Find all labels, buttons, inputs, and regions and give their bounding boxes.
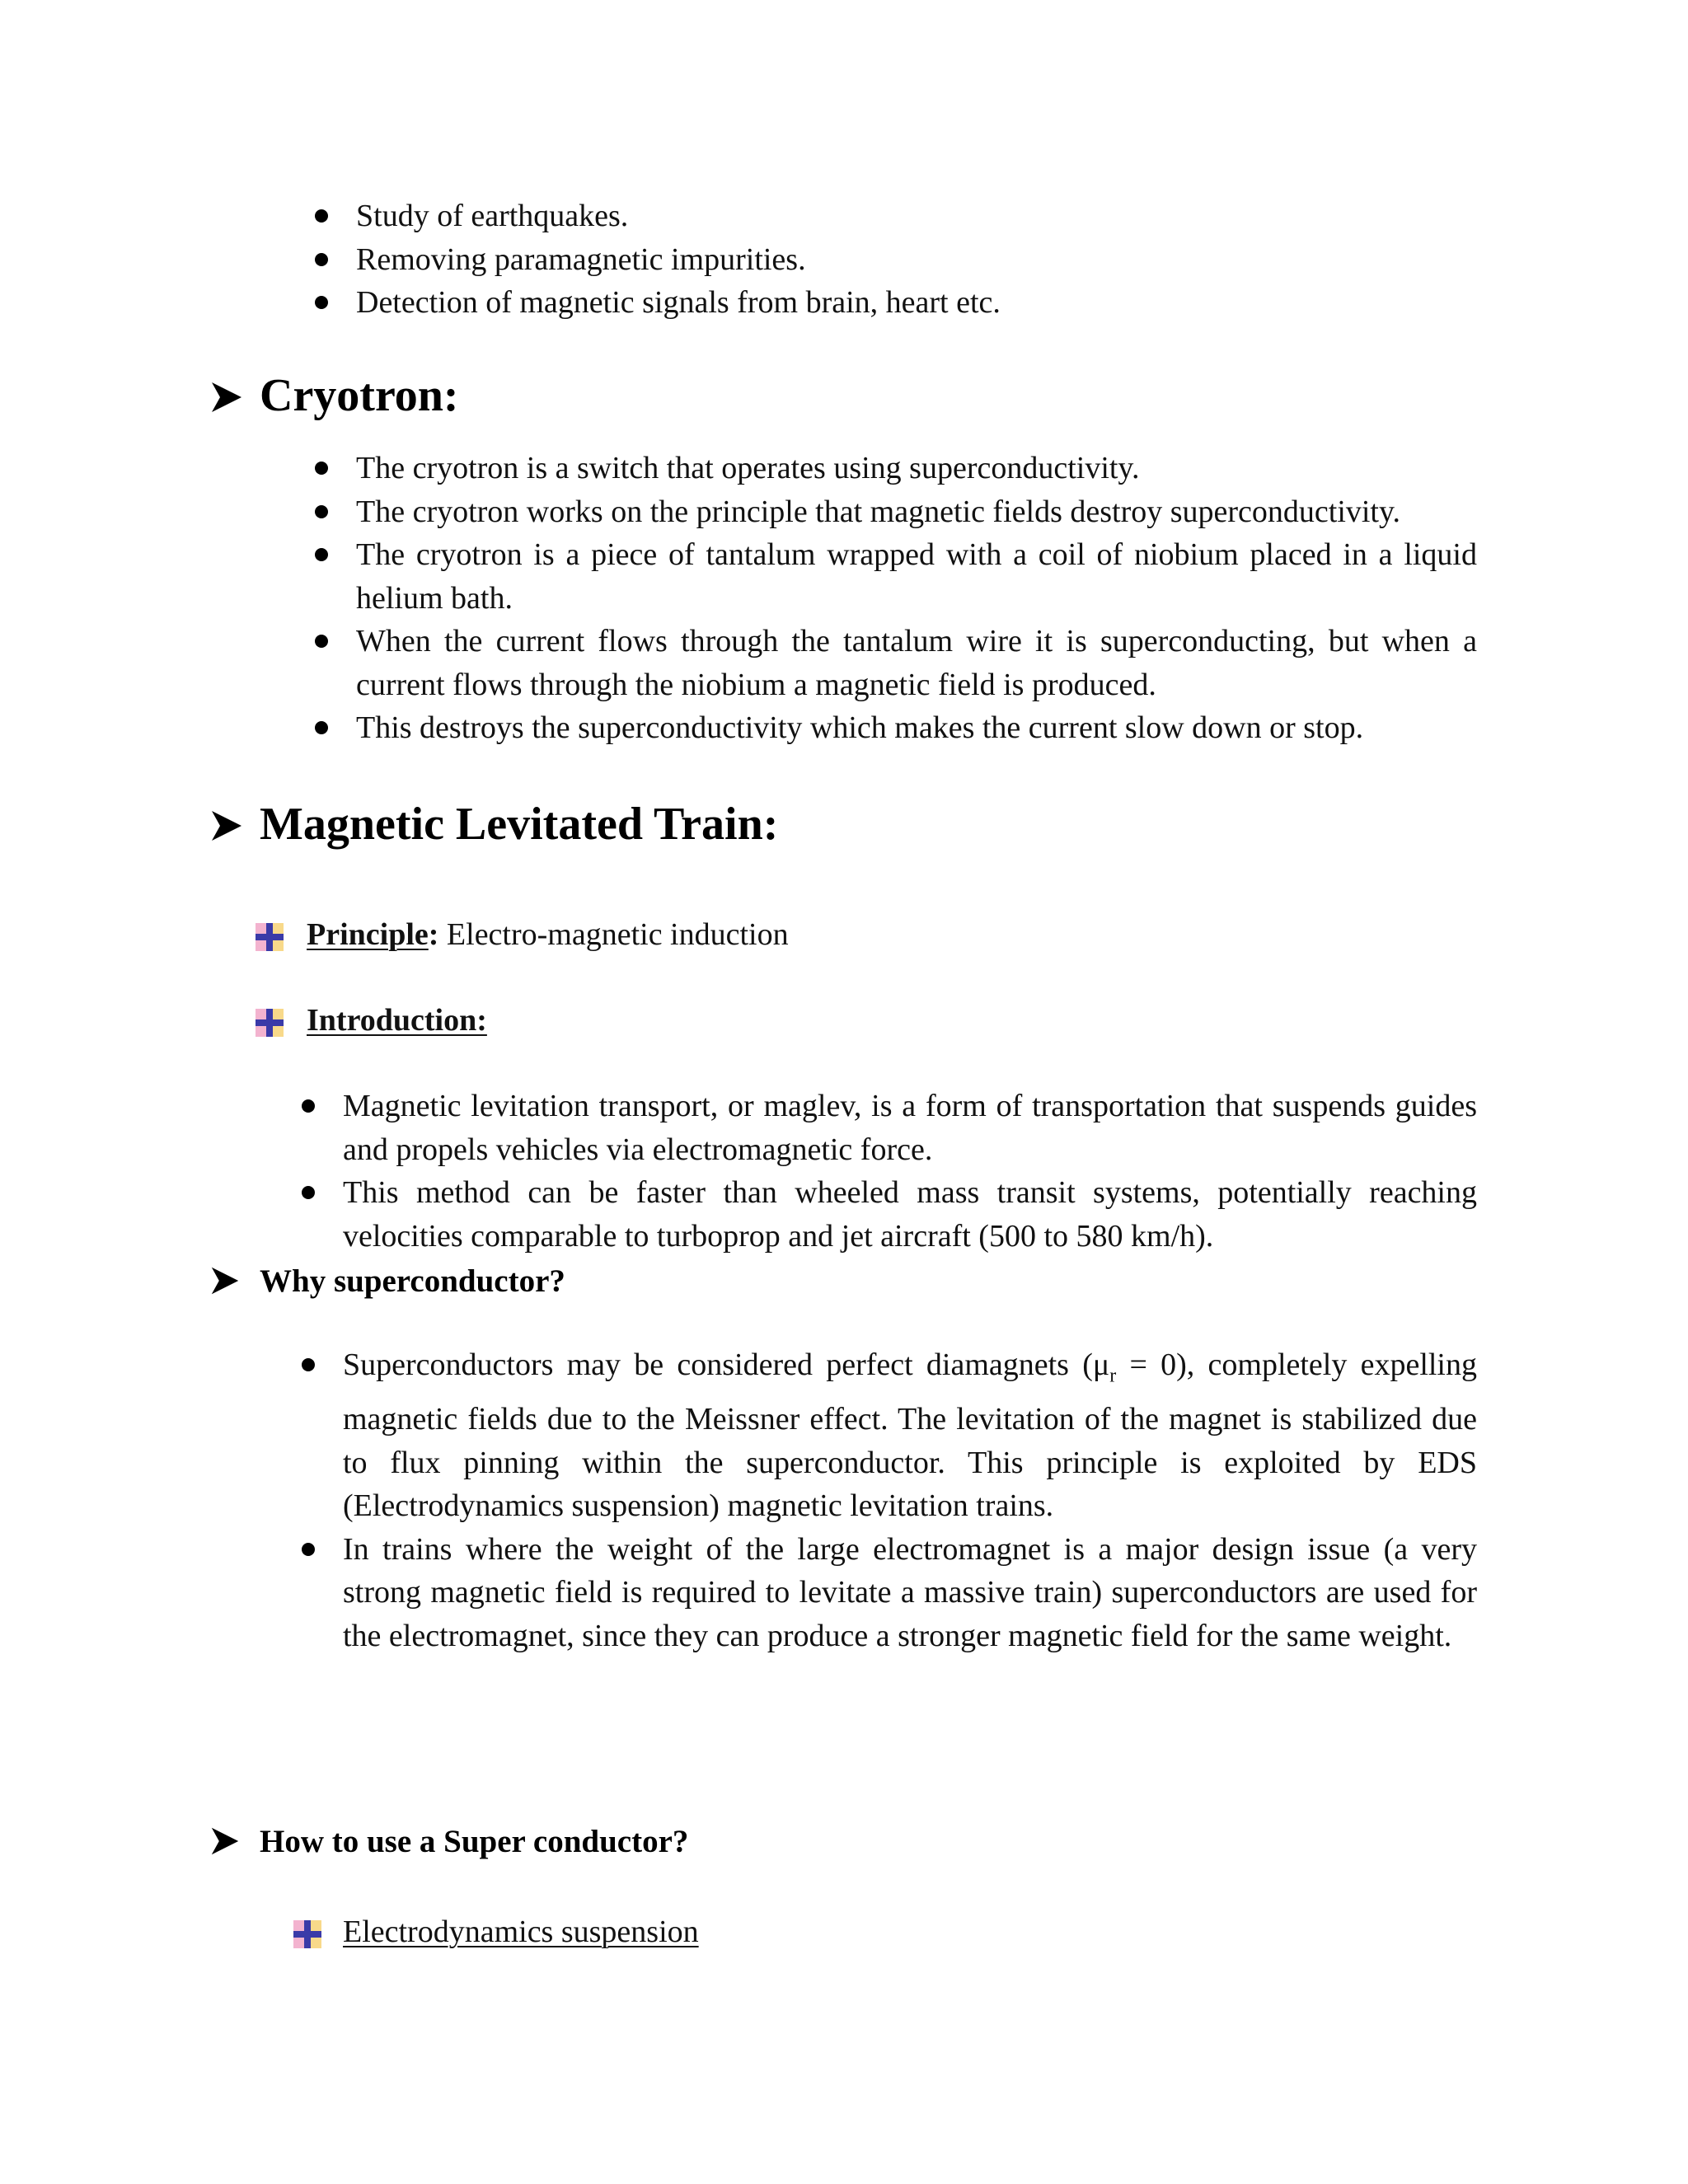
list-item-text: The cryotron is a switch that operates using superconductivity. xyxy=(356,451,1140,485)
list-item-text: In trains where the weight of the large electromagnet is a major design issue (a very strong magnetic field is required to levitate a massive train) superconductors are used for the electromagnet, since they can produce a stronger magnetic field for the same weight. xyxy=(343,1531,1477,1653)
introduction-line xyxy=(256,999,915,1042)
section-heading-text: How to use a Super conductor? xyxy=(260,1824,689,1859)
principle-label: Principle xyxy=(307,917,429,952)
list-item-text: This method can be faster than wheeled mass transit systems, potentially reaching velocities comparable to turboprop and jet aircraft (500 to 580 km/h). xyxy=(343,1175,1477,1254)
list-item xyxy=(293,1528,1477,1658)
list-item xyxy=(307,281,1477,325)
section-heading-text: Why superconductor? xyxy=(260,1263,565,1299)
list-item xyxy=(307,490,1477,534)
electrodynamics-label: Electrodynamics suspension xyxy=(343,1915,699,1949)
list-item-text: Magnetic levitation transport, or maglev, is a form of transportation that suspends guides and propels vehicles via electromagnetic force. xyxy=(343,1089,1477,1167)
principle-colon: : xyxy=(428,917,439,952)
bullet-dot-icon xyxy=(315,505,328,518)
list-item xyxy=(307,447,1477,490)
section-heading-how xyxy=(210,1821,1034,1863)
bullet-dot-icon xyxy=(315,296,328,309)
list-item xyxy=(307,706,1477,750)
list-item-text: When the current flows through the tantalum wire it is superconducting, but when a current flows through the niobium a magnetic field is produced. xyxy=(356,624,1477,702)
list-item-text: Superconductors may be considered perfect diamagnets $(\mu_r = 0)$, completely expelling magnetic fields due to the Meissner effect. The levitation of the magnet is stabilized due to flux pinning within the superconductor. This principle is exploited by EDS (Electrodynamics suspension) magnetic levitation trains. xyxy=(343,1347,1477,1524)
arrowhead-icon xyxy=(210,381,243,414)
list-item xyxy=(293,1343,1477,1528)
arrowhead-icon xyxy=(210,1826,240,1856)
bullet-dot-icon xyxy=(302,1186,315,1199)
section-heading-why xyxy=(210,1261,952,1302)
list-item-text: The cryotron is a piece of tantalum wrapped with a coil of niobium placed in a liquid helium bath. xyxy=(356,537,1477,616)
list-item-text: The cryotron works on the principle that magnetic fields destroy superconductivity. xyxy=(356,494,1401,529)
section-heading-maglev xyxy=(210,798,1199,851)
plus-icon xyxy=(256,923,284,951)
bullet-dot-icon xyxy=(315,721,328,734)
list-item xyxy=(293,1085,1477,1171)
plus-icon xyxy=(256,1009,284,1037)
electrodynamics-line xyxy=(293,1910,1035,1953)
introduction-label: Introduction: xyxy=(307,1003,487,1038)
bullet-dot-icon xyxy=(302,1099,315,1113)
arrowhead-icon xyxy=(210,1266,240,1296)
plus-icon xyxy=(293,1920,321,1948)
bullet-dot-icon xyxy=(315,462,328,475)
why-bullet-list xyxy=(293,1343,1477,1657)
section-heading-text: Cryotron: xyxy=(260,370,459,421)
bullet-dot-icon xyxy=(315,548,328,561)
bullet-dot-icon xyxy=(315,253,328,266)
introduction-bullet-list xyxy=(293,1085,1477,1258)
principle-line xyxy=(256,913,1080,956)
list-item-text: Study of earthquakes. xyxy=(356,199,629,233)
bullet-dot-icon xyxy=(302,1358,315,1371)
list-item-text: This destroys the superconductivity which makes the current slow down or stop. xyxy=(356,710,1364,745)
bullet-dot-icon xyxy=(315,209,328,223)
list-item xyxy=(307,533,1477,620)
arrowhead-icon xyxy=(210,809,243,842)
bullet-dot-icon xyxy=(302,1543,315,1556)
section-heading-cryotron xyxy=(210,369,870,422)
principle-text: Electro-magnetic induction xyxy=(438,917,789,952)
list-item xyxy=(307,238,1477,282)
list-item xyxy=(307,620,1477,706)
cryotron-bullet-list xyxy=(307,447,1477,750)
bullet-dot-icon xyxy=(315,635,328,648)
section-heading-text: Magnetic Levitated Train: xyxy=(260,799,779,850)
list-item-text: Detection of magnetic signals from brain, heart etc. xyxy=(356,285,1001,320)
list-item xyxy=(293,1171,1477,1258)
top-bullet-list xyxy=(307,194,1477,325)
list-item xyxy=(307,194,1477,238)
list-item-text: Removing paramagnetic impurities. xyxy=(356,241,806,277)
